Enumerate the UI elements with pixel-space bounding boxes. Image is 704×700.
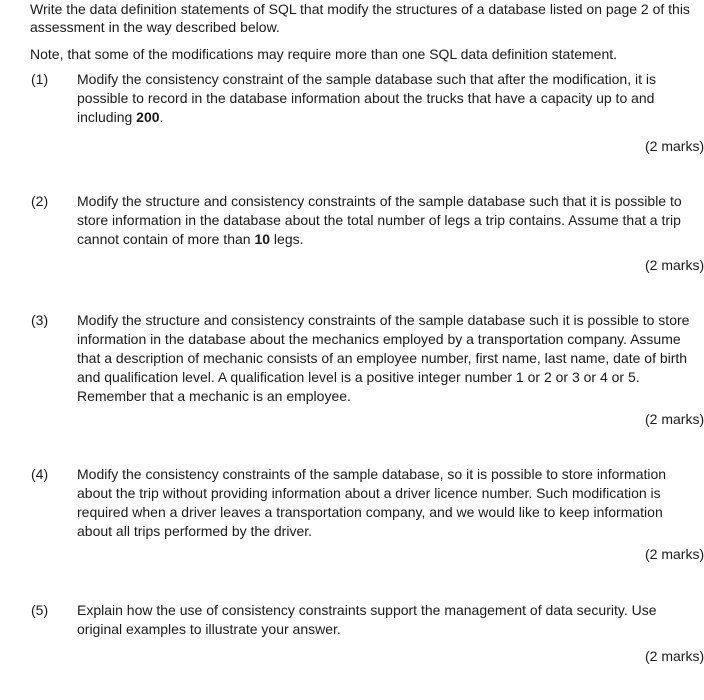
question-2-text [77, 192, 682, 249]
question-line [77, 230, 682, 249]
question-line: original examples to illustrate your answer. [77, 621, 341, 637]
question-4-marks: (2 marks) [645, 546, 704, 562]
question-line [77, 108, 656, 127]
question-line: Modify the structure and consistency constraints of the sample database such it is possible to store [77, 312, 690, 328]
question-2-marks: (2 marks) [645, 257, 704, 273]
question-line: Remember that a mechanic is an employee. [77, 388, 351, 404]
question-1-marks: (2 marks) [645, 138, 704, 154]
question-3-number: (3) [31, 312, 49, 328]
question-line: Modify the consistency constraint of the sample database such that after the modification, it is [77, 71, 656, 87]
question-line: about the trip without providing information about a driver licence number. Such modification is [77, 485, 661, 501]
intro-line-1: Write the data definition statements of SQL that modify the structures of a database listed on page 2 of this [30, 1, 690, 17]
question-1-text [77, 70, 656, 127]
question-5-number: (5) [31, 602, 49, 618]
question-line: and qualification level. A qualification level is a positive integer number 1 or 2 or 3 or 4 or 5. [77, 369, 640, 385]
intro-note: Note, that some of the modifications may require more than one SQL data definition statement. [30, 46, 618, 62]
question-bold-value: 200 [136, 109, 160, 125]
intro-line-2: assessment in the way described below. [30, 19, 280, 35]
question-4-text [77, 465, 666, 541]
question-3-text [77, 311, 689, 406]
question-1-number: (1) [31, 71, 49, 87]
question-line: about all trips performed by the driver. [77, 523, 313, 539]
question-3-marks: (2 marks) [645, 411, 704, 427]
question-line: possible to record in the database information about the trucks that have a capacity up to and [77, 90, 655, 106]
question-4-number: (4) [31, 466, 49, 482]
question-line: Modify the structure and consistency constraints of the sample database such that it is possible to [77, 193, 682, 209]
question-2-number: (2) [31, 193, 49, 209]
question-5-marks: (2 marks) [645, 648, 704, 664]
question-text: including [77, 109, 137, 125]
question-line: Explain how the use of consistency constraints support the management of data security. Use [77, 602, 657, 618]
question-line: store information in the database about the total number of legs a trip contains. Assume that a trip [77, 212, 681, 228]
question-line: that a description of mechanic consists of an employee number, first name, last name, date of birth [77, 350, 688, 366]
question-line: required when a driver leaves a transportation company, and we would like to keep information [77, 504, 663, 520]
question-bold-value: 10 [254, 231, 271, 247]
question-line: information in the database about the mechanics employed by a transportation company. Assume [77, 331, 681, 347]
question-text: . [159, 109, 164, 125]
question-5-text [77, 601, 657, 639]
question-line: Modify the consistency constraints of the sample database, so it is possible to store information [77, 466, 667, 482]
question-text: cannot contain of more than [77, 231, 255, 247]
question-text: legs. [270, 231, 304, 247]
